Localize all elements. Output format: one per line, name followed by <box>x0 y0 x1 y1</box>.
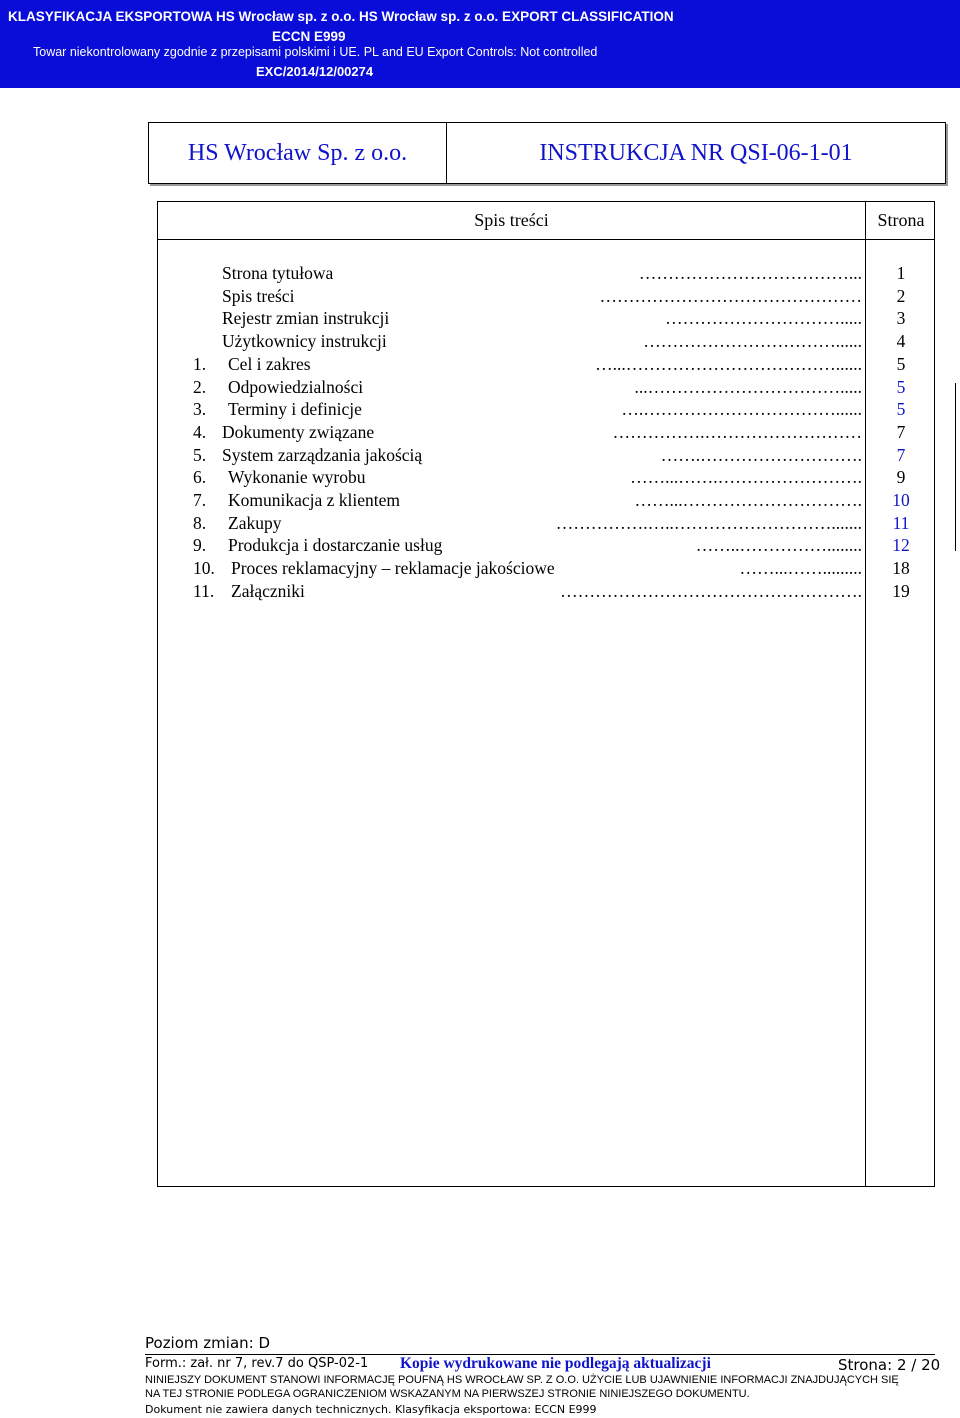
toc-entry-number: 4. <box>193 421 207 442</box>
toc-entry-label: Spis treści <box>222 285 295 306</box>
toc-entry-page: 5 <box>896 399 906 420</box>
toc-entry-number: 9. <box>193 535 207 556</box>
toc-entry-leader: ….……………………………...... <box>621 399 862 420</box>
toc-entry-leader: …….………………………. <box>660 444 862 465</box>
toc-entry-label: Proces reklamacyjny – reklamacje jakościowe <box>231 558 555 579</box>
toc-entry-leader: …...………………………………...... <box>595 353 862 374</box>
toc-entry-page: 18 <box>892 558 910 579</box>
classification-note: Dokument nie zawiera danych technicznych. Klasyfikacja eksportowa: ECCN E999 <box>145 1403 597 1416</box>
toc-entry-number: 3. <box>193 399 207 420</box>
confidential-notice-2: NA TEJ STRONIE PODLEGA OGRANICZENIOM WSKAZANYM NA PIERWSZEJ STRONIE NINIEJSZEGO DOKUMENTU. <box>145 1388 750 1400</box>
toc-entry-leader: ……...……......... <box>739 558 862 579</box>
confidential-notice-1: NINIEJSZY DOKUMENT STANOWI INFORMACJĘ POUFNĄ HS WROCŁAW SP. Z O.O. UŻYCIE LUB UJAWNIENIE INFORMACJI ZNAJDUJĄCYCH SIĘ <box>145 1374 899 1386</box>
toc-entry-page: 10 <box>892 490 910 510</box>
export-classification-banner <box>0 0 960 88</box>
toc-entry-number: 2. <box>193 376 207 397</box>
document-header <box>148 122 946 184</box>
banner-exc-number: EXC/2014/12/00274 <box>256 64 374 79</box>
toc-entry <box>0 353 960 376</box>
toc-entry <box>0 534 960 557</box>
copies-notice: Kopie wydrukowane nie podlegają aktualizacji <box>400 1355 711 1372</box>
toc-entry-number: 1. <box>193 353 207 374</box>
toc-entry-leader: ……………………………………… <box>599 285 862 306</box>
toc-entry-label: System zarządzania jakością <box>222 444 423 465</box>
toc-entry-leader: ……………………………………………. <box>560 580 862 601</box>
toc-entry-label: Rejestr zmian instrukcji <box>222 308 390 329</box>
toc-entry <box>0 466 960 489</box>
toc-entry-label: Zakupy <box>228 512 282 533</box>
toc-entry-leader: ………………………………... <box>638 263 862 283</box>
toc-entry-page: 5 <box>896 376 906 397</box>
toc-entry <box>0 421 960 444</box>
toc-entry <box>0 262 960 285</box>
toc-entry-page: 3 <box>896 308 906 329</box>
toc-entry-page: 19 <box>892 580 910 601</box>
toc-entry-label: Załączniki <box>231 580 305 601</box>
toc-entry <box>0 330 960 353</box>
banner-line-3: Towar niekontrolowany zgodnie z przepisami polskimi i UE. PL and EU Export Controls: Not controlled <box>33 45 598 59</box>
form-reference: Form.: zał. nr 7, rev.7 do QSP-02-1 <box>145 1356 369 1371</box>
toc-entry <box>0 398 960 421</box>
toc-entry-label: Dokumenty związane <box>222 421 375 442</box>
toc-entry-leader: ...……………………………..... <box>634 376 862 397</box>
toc-entry-number: 8. <box>193 512 207 533</box>
toc-header-line <box>158 239 934 240</box>
toc-entry-label: Wykonanie wyrobu <box>228 467 366 488</box>
toc-entry-label: Terminy i definicje <box>228 399 362 420</box>
toc-entry-page: 11 <box>892 512 910 533</box>
toc-entry-page: 1 <box>896 263 906 283</box>
company-name: HS Wrocław Sp. z o.o. <box>187 139 408 166</box>
document-title: INSTRUKCJA NR QSI-06-1-01 <box>539 139 853 166</box>
toc-page-heading: Strona <box>877 210 925 230</box>
toc-entry-page: 5 <box>896 353 906 374</box>
toc-entry-leader: ……...…….……………………. <box>630 467 862 488</box>
toc-entry-label: Komunikacja z klientem <box>228 490 401 510</box>
banner-eccn: ECCN E999 <box>272 29 346 44</box>
toc-entry <box>0 376 960 399</box>
toc-entry-page: 4 <box>896 331 906 352</box>
toc-entry <box>0 580 960 603</box>
toc-entry-leader: …………….…..………………………....... <box>555 512 862 533</box>
toc-entry-leader: …………………………..... <box>665 308 862 329</box>
page-number: Strona: 2 / 20 <box>838 1356 941 1374</box>
toc-entry-page: 7 <box>896 444 906 465</box>
toc-entry-leader: …………….……………………… <box>612 421 862 442</box>
toc-entry <box>0 557 960 580</box>
toc-heading: Spis treści <box>474 210 549 230</box>
toc-entry <box>0 444 960 467</box>
toc-entry-label: Użytkownicy instrukcji <box>222 331 387 352</box>
toc-entry-number: 10. <box>193 558 215 579</box>
toc-entry <box>0 489 960 512</box>
toc-entry-number: 11. <box>193 580 215 601</box>
toc-entry-number: 6. <box>193 467 207 488</box>
toc-entry <box>0 307 960 330</box>
toc-entry-page: 2 <box>896 285 906 306</box>
toc-entry-page: 12 <box>892 535 910 556</box>
toc-entry-label: Strona tytułowa <box>222 263 334 283</box>
toc-entry-leader: ……...…………………………. <box>634 490 862 510</box>
toc-entry-page: 7 <box>896 421 906 442</box>
toc-entry <box>0 285 960 308</box>
banner-line-1: KLASYFIKACJA EKSPORTOWA HS Wrocław sp. z o.o. HS Wrocław sp. z o.o. EXPORT CLASSIFICATION <box>8 9 674 24</box>
toc-entry <box>0 512 960 535</box>
toc-entry-number: 5. <box>193 444 207 465</box>
toc-entry-leader: ……..……………........ <box>695 535 862 556</box>
toc-entry-label: Cel i zakres <box>228 353 311 374</box>
toc-entry-label: Produkcja i dostarczanie usług <box>228 535 443 556</box>
toc-entry-number: 7. <box>193 490 207 510</box>
toc-entry-leader: ……………………………...... <box>643 331 862 352</box>
change-level: Poziom zmian: D <box>145 1334 271 1352</box>
toc-entry-label: Odpowiedzialności <box>228 376 364 397</box>
revision-side-mark <box>955 383 956 551</box>
toc-entry-page: 9 <box>896 467 906 488</box>
